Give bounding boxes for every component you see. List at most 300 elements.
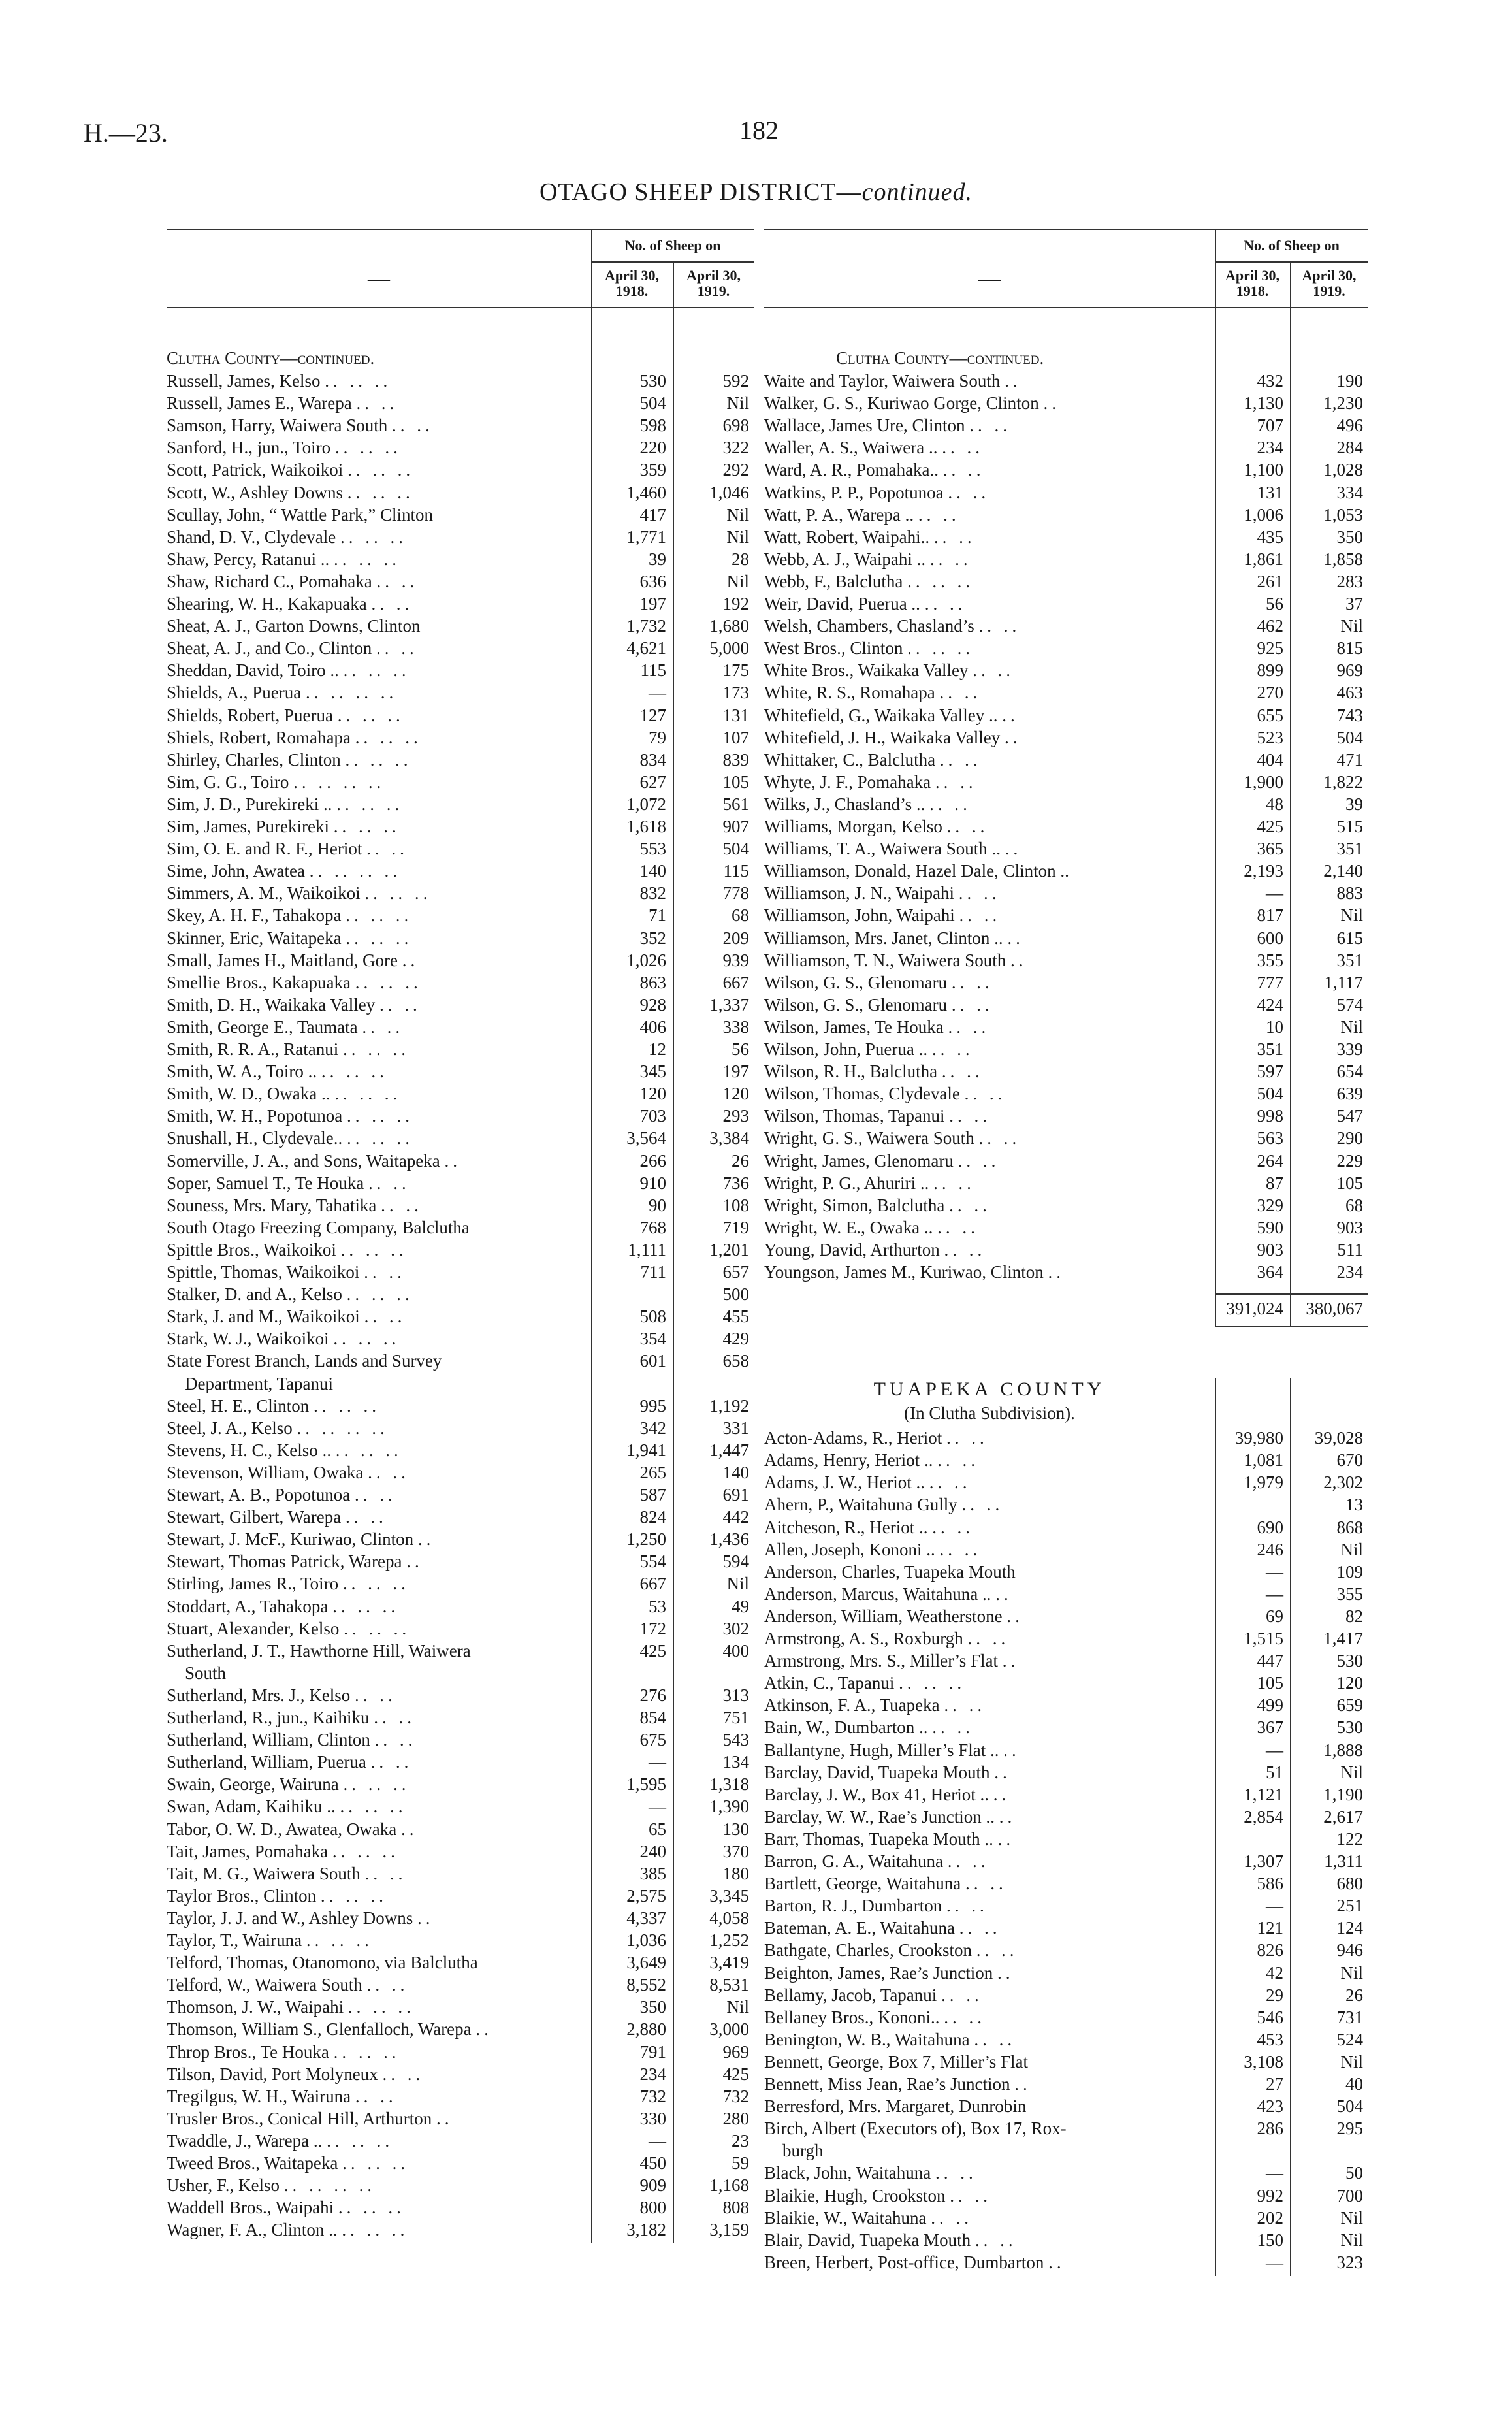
table-row [167,2063,754,2085]
value-1919: 5,000 [709,638,749,659]
leader-dots: .. .. .. [347,460,415,480]
entry-name [764,1627,1211,1650]
entry-name-text: Steel, H. E., Clinton [167,1395,310,1416]
entry-name [167,1082,587,1105]
entry-name-text: Smith, W. D., Owaka .. [167,1084,330,1104]
value-1918: — [1266,1740,1283,1760]
value-1919: 331 [722,1418,749,1438]
value-1918: 2,880 [626,2019,666,2040]
value-1919: 180 [722,1863,749,1883]
value-1919: 429 [722,1329,749,1349]
value-1918: 234 [639,2064,666,2084]
leader-dots: .. .. .. [346,1128,413,1148]
value-1919: 28 [732,549,749,569]
table-row [167,1327,754,1350]
value-1919: 339 [1336,1039,1363,1059]
value-1919: 1,168 [709,2175,749,2196]
table-row [167,994,754,1016]
entry-name [764,2117,1211,2139]
value-1918: 768 [639,1217,666,1237]
header-col-1919-line1: April 30, [1302,267,1357,284]
entry-name-text: Ward, A. R., Pomahaka.. [764,460,939,480]
value-1918: 121 [1257,1918,1283,1938]
table-row [167,637,754,659]
entry-name-text: Sheat, A. J., and Co., Clinton [167,638,372,659]
entry-name [764,615,1211,637]
value-1919: 3,419 [709,1953,749,1973]
value-1918: — [1266,2163,1283,2183]
leader-dots: .. .. [931,2207,973,2228]
column-rule [1215,1378,1216,2276]
value-1918: 3,108 [1244,2051,1283,2072]
table-row [764,1172,1368,1194]
value-1919: 463 [1336,683,1363,703]
value-1918: 12 [649,1039,666,1059]
entry-name [167,2107,587,2130]
value-1919: 496 [1336,415,1363,436]
entry-name [764,904,1211,926]
leader-dots: .. .. .. [333,1329,400,1349]
table-row [764,793,1368,815]
value-1918: 1,250 [626,1529,666,1550]
entry-name [167,1528,587,1550]
entry-name-text: Tweed Bros., Waitapeka [167,2153,338,2173]
value-1919: 500 [722,1284,749,1305]
value-1919: 39 [1345,794,1363,814]
value-1918: 447 [1257,1651,1283,1671]
value-1919: 592 [722,371,749,391]
entry-name [167,749,587,771]
leader-dots: .. [1010,950,1027,970]
leader-dots: .. .. [946,1896,988,1916]
entry-name-text: Armstrong, A. S., Roxburgh [764,1629,963,1648]
entry-name [167,2152,587,2174]
value-1918: 246 [1257,1539,1283,1559]
entry-name-text: Watt, Robert, Waipahi.. [764,527,930,547]
header-col-1919-line2: 1919. [1313,283,1345,299]
value-1918: 690 [1257,1517,1283,1537]
table-row [167,1862,754,1885]
value-1919: 1,201 [709,1239,749,1260]
page-number: 182 [739,116,779,145]
value-1918: 909 [639,2175,666,2196]
value-1919: 39,028 [1314,1428,1363,1448]
value-1919: Nil [726,1997,749,2017]
entry-name-text: Blaikie, Hugh, Crookston [764,2185,946,2205]
value-1918: — [1266,2252,1283,2272]
value-1918: 329 [1257,1195,1283,1215]
entry-name [167,904,587,926]
value-1919: 815 [1336,638,1363,659]
value-1919: 504 [1336,727,1363,747]
header-col-1919 [1290,268,1368,299]
leader-dots: .. .. [379,994,421,1015]
entry-name-text: Wilson, G. S., Glenomaru [764,972,948,992]
entry-name-continued: burgh [782,2141,824,2161]
table-row [167,1016,754,1038]
value-1918: 56 [1266,594,1283,613]
table-row [764,949,1368,971]
entry-name [764,1716,1211,1738]
total-bottom-rule [1215,1326,1368,1327]
entry-name [167,1951,587,1974]
value-1918: — [649,683,666,703]
entry-name [167,1216,587,1239]
entry-name [167,1885,587,1907]
table-row [167,771,754,793]
entry-name-text: Wilson, James, Te Houka [764,1016,944,1037]
leader-dots: .. .. [371,594,413,613]
value-1918: 598 [639,415,666,436]
value-1919: Nil [1340,905,1363,926]
leader-dots: .. .. .. [342,2153,410,2173]
entry-name [764,1783,1211,1806]
entry-name-text: Bateman, A. E., Waitahuna [764,1918,956,1938]
value-1918: 903 [1257,1239,1283,1260]
value-1919: 530 [1336,1717,1363,1738]
table-row [764,504,1368,526]
value-1919: 13 [1345,1495,1363,1515]
entry-name-text: Weir, David, Puerua .. [764,594,920,613]
leader-dots: .. .. [392,415,434,436]
entry-name [167,1305,587,1327]
table-row [167,1618,754,1640]
value-1918: 1,771 [626,527,666,547]
entry-name-text: State Forest Branch, Lands and Survey [167,1351,442,1371]
value-1919: 667 [722,972,749,992]
entry-name [764,1427,1211,1449]
value-1918: 48 [1266,794,1283,814]
entry-name-text: Tait, M. G., Waiwera South [167,1863,361,1883]
leader-dots: .. .. .. [320,1885,387,1906]
table-row [167,949,754,971]
value-1919: 1,680 [709,616,749,636]
table-row [167,1907,754,1929]
entry-name-text: Shirley, Charles, Clinton [167,749,341,770]
entry-name [167,2018,587,2040]
table-row [764,1739,1368,1761]
entry-name-text: Wright, Simon, Balclutha [764,1195,945,1215]
value-1918: 406 [639,1016,666,1037]
value-1918: 1,979 [1244,1472,1283,1493]
value-1918: 120 [639,1084,666,1104]
entry-name [167,659,587,681]
leader-dots: .. .. [932,1717,974,1738]
entry-name [764,1150,1211,1172]
leader-dots: .. .. .. [340,1239,408,1260]
column-rule [673,307,674,2243]
value-1918: 265 [639,1462,666,1482]
entry-name-text: Taylor, J. J. and W., Ashley Downs [167,1908,413,1928]
entry-name [764,570,1211,593]
table-row [167,1528,754,1550]
entry-name [167,593,587,615]
value-1919: 654 [1336,1062,1363,1082]
table-row [764,1105,1368,1127]
leader-dots: .. [1048,2252,1065,2272]
table-row [764,1828,1368,1850]
entry-name [167,837,587,860]
value-1918: 554 [639,1552,666,1572]
value-1919: 1,318 [709,1774,749,1795]
entry-name-text: Somerville, J. A., and Sons, Waitapeka [167,1150,440,1171]
value-1919: 442 [722,1507,749,1527]
table-row [167,504,754,526]
value-1919: 3,000 [709,2019,749,2040]
entry-name [167,1595,587,1618]
leader-dots: .. .. .. [342,2220,409,2240]
value-1918: 826 [1257,1940,1283,1960]
table-row [167,1239,754,1261]
value-1919: 1,436 [709,1529,749,1550]
value-1918: 928 [639,994,666,1015]
entry-name [167,1729,587,1751]
table-row [764,615,1368,637]
value-1919: Nil [726,1574,749,1594]
table-row [764,1917,1368,1939]
entry-name-text: Thomson, William S., Glenfalloch, Warepa [167,2019,472,2040]
entry-name-text: Bain, W., Dumbarton .. [764,1717,928,1738]
value-1919: 455 [722,1307,749,1327]
value-1919: 370 [722,1841,749,1861]
entry-name [167,1862,587,1885]
value-1918: 364 [1257,1262,1283,1282]
entry-name-text: Aitcheson, R., Heriot .. [764,1517,928,1537]
entry-name [764,414,1211,436]
value-1919: 4,058 [709,1908,749,1928]
table-row [167,1996,754,2018]
entry-name-text: Sheddan, David, Toiro .. [167,660,339,681]
section-title-clutha-county: Clutha County—continued. [167,348,375,368]
table-row [167,1795,754,1817]
entry-name-text: Waddell Bros., Waipahi [167,2198,334,2218]
entry-name-text: Wilson, John, Puerua .. [764,1039,928,1059]
leader-dots: .. .. [933,1173,975,1193]
entry-name-text: Anderson, William, Weatherstone [764,1606,1003,1626]
entry-name [764,504,1211,526]
value-1918: 667 [639,1574,666,1594]
entry-name [764,637,1211,659]
value-1918: 910 [639,1173,666,1193]
value-1918: 3,564 [626,1128,666,1148]
entry-name [764,526,1211,548]
entry-name-text: Whitefield, J. H., Waikaka Valley [764,727,1001,747]
value-1918: 240 [639,1841,666,1861]
entry-name [167,1550,587,1572]
leader-dots: .. .. .. [333,2041,400,2062]
entry-name [167,860,587,882]
table-row [764,1783,1368,1806]
value-1918: — [649,1797,666,1817]
table-row [764,994,1368,1016]
value-1919: 56 [732,1039,749,1059]
entry-name [764,1538,1211,1561]
entry-name [764,1761,1211,1783]
value-1919: 175 [722,660,749,681]
table-row [764,593,1368,615]
value-1919: 736 [722,1173,749,1193]
table-row [764,1984,1368,2006]
value-1919: 1,888 [1323,1740,1363,1760]
leader-dots: .. .. [364,1863,407,1883]
entry-name-text: Sim, James, Purekireki [167,817,329,836]
table-row [764,2251,1368,2273]
entry-name [764,1939,1211,1961]
table-row [167,1082,754,1105]
entry-name-text: Barr, Thomas, Tuapeka Mouth .. [764,1829,993,1849]
leader-dots: .. [993,1784,1010,1804]
value-1918: 854 [639,1708,666,1727]
entry-name-text: Russell, James, Kelso [167,371,321,391]
value-1919: 659 [1336,1695,1363,1716]
entry-name-text: Twaddle, J., Warepa .. [167,2130,323,2151]
value-1918: 504 [639,393,666,414]
entry-name-text: Taylor Bros., Clinton [167,1885,317,1906]
leader-dots: .. .. [356,393,398,414]
value-1918: — [1266,1584,1283,1604]
table-row [764,1261,1368,1283]
entry-name-text: Wallace, James Ure, Clinton [764,415,965,436]
value-1919: 120 [722,1084,749,1104]
leader-dots: .. .. [941,1985,983,2005]
table-row [167,2174,754,2196]
leader-dots: .. .. .. [346,905,413,926]
entry-name [167,2130,587,2152]
entry-name-text: Small, James H., Maitland, Gore [167,950,398,970]
table-row [764,1561,1368,1583]
entry-name-text: Walker, G. S., Kuriwao Gorge, Clinton [764,393,1039,414]
leader-dots: .. .. [935,772,977,792]
table-row [764,1694,1368,1716]
entry-name-text: Blaikie, W., Waitahuna [764,2207,927,2228]
leader-dots: .. [475,2019,492,2040]
table-row [167,2107,754,2130]
entry-name [764,1605,1211,1627]
value-1918: 27 [1266,2074,1283,2094]
value-1918: 546 [1257,2007,1283,2027]
leader-dots: .. .. [941,1062,984,1082]
value-1919: 1,822 [1323,772,1363,792]
value-1919: 68 [1345,1195,1363,1215]
entry-name-text: Throp Bros., Te Houka [167,2041,329,2062]
value-1918: 800 [639,2198,666,2218]
leader-dots: .. .. [974,2029,1016,2049]
value-1919: 907 [722,817,749,836]
table-row [167,1305,754,1327]
entry-name [764,2251,1211,2273]
leader-dots: .. [1043,393,1060,414]
table-row [167,1684,754,1706]
entry-name [764,860,1211,882]
leader-dots: .. .. [944,1695,986,1716]
value-1918: 424 [1257,994,1283,1015]
table-row [167,615,754,637]
total-1919: 380,067 [1306,1299,1363,1319]
entry-name [167,1060,587,1082]
value-1918: 90 [649,1195,666,1215]
table-row [167,1751,754,1773]
table-row [167,882,754,904]
entry-name [764,1082,1211,1105]
value-1918: 286 [1257,2119,1283,2139]
entry-name [167,414,587,436]
entry-name-text: Blair, David, Tuapeka Mouth [764,2230,971,2250]
entry-name-continued: Department, Tapanui [185,1373,334,1393]
leader-dots: .. [997,1829,1015,1849]
entry-name [167,949,587,971]
entry-name [167,481,587,504]
value-1918: 8,552 [626,1975,666,1995]
leader-dots: .. .. .. [340,1797,407,1817]
leader-dots: .. .. .. [355,727,422,747]
entry-name-text: Sim, O. E. and R. F., Heriot [167,839,362,859]
table-row [167,1706,754,1729]
table-row [764,815,1368,837]
entry-name-text: Swan, Adam, Kaihiku .. [167,1797,336,1817]
table-row [764,1716,1368,1738]
entry-name [764,459,1211,481]
entry-name-text: Allen, Joseph, Kononi .. [764,1539,935,1559]
leader-dots: .. .. [355,2086,397,2106]
entry-name-text: Wright, W. E., Owaka .. [764,1217,933,1237]
leader-dots: .. .. .. [907,638,974,659]
column-rule [1290,1378,1291,2276]
value-1919: 1,447 [709,1440,749,1460]
table-row [167,927,754,949]
value-1919: Nil [1340,1762,1363,1782]
entry-name [167,1261,587,1283]
value-1919: 743 [1336,705,1363,725]
value-1919: 561 [722,794,749,814]
table-row [167,1283,754,1305]
leader-dots: .. .. [974,2230,1017,2250]
entry-name [167,771,587,793]
value-1918: 365 [1257,839,1283,859]
entry-name-text: Barclay, J. W., Box 41, Heriot .. [764,1784,989,1804]
column-rule [591,307,592,2243]
entry-name [167,815,587,837]
entry-name [764,481,1211,504]
value-1919: 50 [1345,2163,1363,2183]
table-row [167,681,754,704]
table-row [167,1951,754,1974]
entry-name-text: Sutherland, Mrs. J., Kelso [167,1685,351,1705]
value-1918: 4,621 [626,638,666,659]
value-1919: Nil [1340,616,1363,636]
entry-name [764,1828,1211,1850]
leader-dots: .. .. .. [346,1284,413,1305]
value-1919: 302 [722,1618,749,1638]
table-row [167,1550,754,1572]
leader-dots: .. [400,1819,418,1839]
leader-dots: .. .. [345,1507,387,1527]
entry-name [167,1327,587,1350]
entry-name [764,1038,1211,1060]
value-1918: 530 [639,371,666,391]
entry-name-text: Soper, Samuel T., Te Houka [167,1173,364,1193]
leader-dots: .. .. .. [332,1841,399,1861]
leader-dots: .. [999,1806,1016,1827]
value-1918: 711 [640,1262,666,1282]
entry-name [167,1283,587,1305]
value-1918: 1,081 [1244,1450,1283,1471]
value-1918: 1,460 [626,482,666,502]
value-1918: 863 [639,972,666,992]
leader-dots: .. [1003,1740,1020,1760]
value-1918: 703 [639,1106,666,1126]
value-1918: 131 [1257,482,1283,502]
table-row [167,1216,754,1239]
